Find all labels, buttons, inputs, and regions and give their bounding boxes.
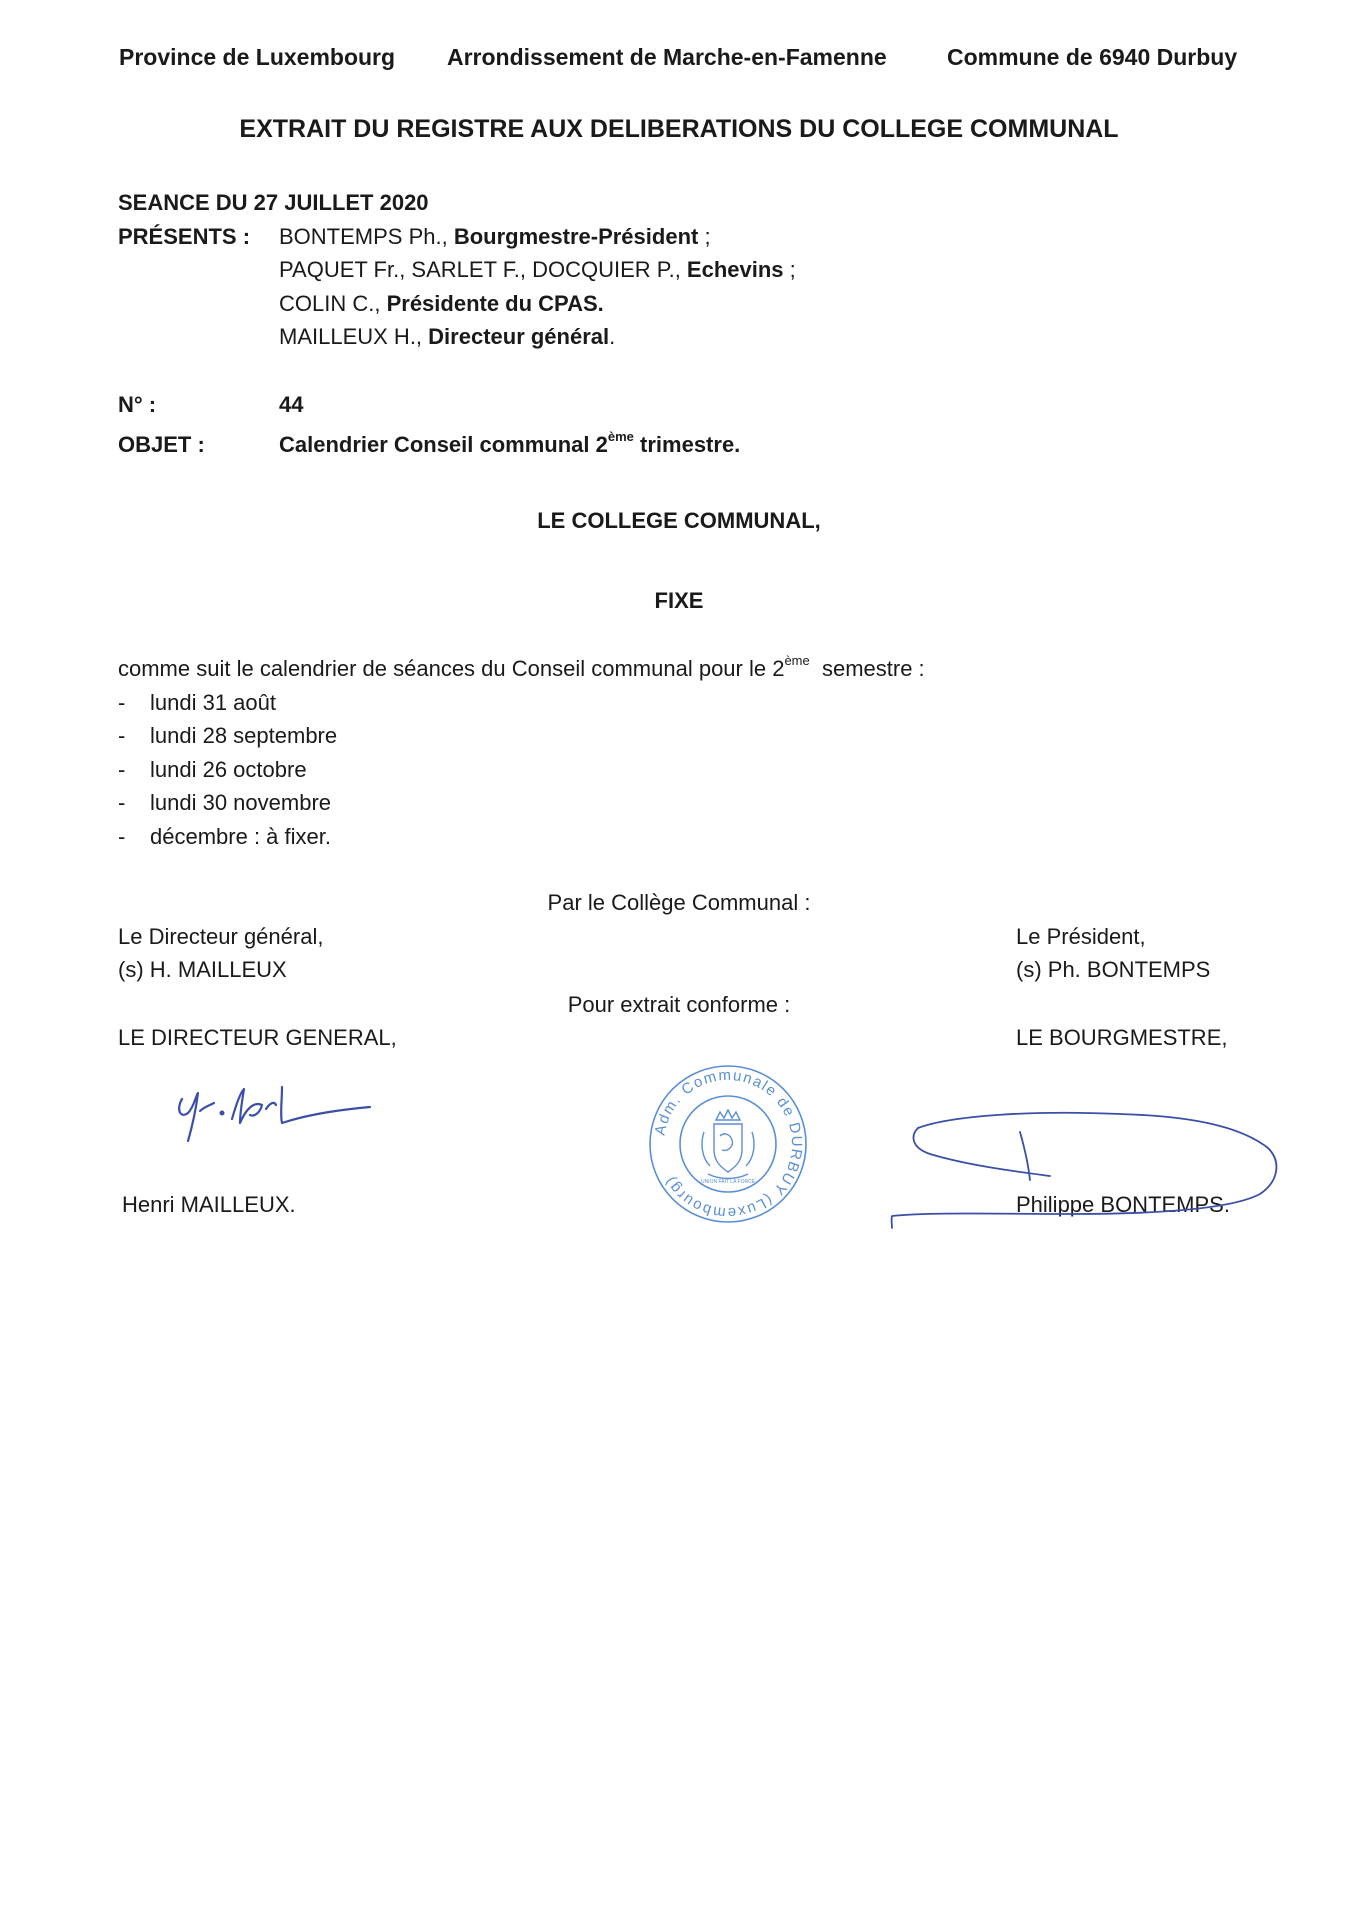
list-dash: - bbox=[118, 790, 126, 815]
presents-names: MAILLEUX H., bbox=[279, 324, 429, 349]
list-item: lundi 30 novembre bbox=[150, 790, 332, 815]
list-item: décembre : à fixer. bbox=[150, 824, 331, 849]
official-seal bbox=[646, 1062, 810, 1226]
list-dash: - bbox=[118, 723, 126, 748]
presents-role: Présidente du CPAS. bbox=[386, 291, 604, 316]
right-signatory-name: Philippe BONTEMPS. bbox=[1016, 1192, 1230, 1217]
presents-suffix: . bbox=[609, 324, 616, 349]
document-title: EXTRAIT DU REGISTRE AUX DELIBERATIONS DU COLLEGE COMMUNAL bbox=[239, 115, 1119, 143]
arrondissement-label: Arrondissement de Marche-en-Famenne bbox=[447, 44, 887, 70]
presents-names: COLIN C., bbox=[279, 291, 387, 316]
intro-text-end: semestre : bbox=[809, 656, 925, 681]
list-item: lundi 28 septembre bbox=[150, 723, 338, 748]
intro-superscript: ème bbox=[784, 653, 810, 668]
presents-label: PRÉSENTS : bbox=[118, 224, 251, 249]
seance-date: SEANCE DU 27 JUILLET 2020 bbox=[118, 190, 429, 215]
objet-text-start: Calendrier Conseil communal 2 bbox=[279, 432, 608, 457]
left-signatory-signed: (s) H. MAILLEUX bbox=[118, 957, 287, 982]
presents-suffix: ; bbox=[783, 257, 796, 282]
objet-superscript: ème bbox=[607, 429, 634, 444]
objet-text-end: trimestre. bbox=[633, 432, 741, 457]
left-signatory-name: Henri MAILLEUX. bbox=[122, 1192, 296, 1217]
presents-line-4 bbox=[279, 324, 615, 350]
presents-suffix: ; bbox=[698, 224, 711, 249]
presents-role: Bourgmestre-Président bbox=[453, 224, 699, 249]
seal-motto: UNION FAIT LA FORCE bbox=[700, 1179, 756, 1185]
fixe-heading: FIXE bbox=[654, 588, 704, 613]
calendar-intro bbox=[118, 653, 925, 682]
presents-line-2 bbox=[279, 257, 796, 283]
par-le-college: Par le Collège Communal : bbox=[547, 890, 811, 915]
right-signatory-title: Le Président, bbox=[1016, 924, 1146, 949]
list-item: lundi 31 août bbox=[150, 690, 276, 715]
presents-role: Directeur général bbox=[428, 324, 610, 349]
presents-line-1 bbox=[279, 224, 711, 250]
presents-role: Echevins bbox=[686, 257, 784, 282]
pour-extrait: Pour extrait conforme : bbox=[567, 992, 791, 1017]
left-signatory-caps: LE DIRECTEUR GENERAL, bbox=[118, 1025, 397, 1050]
right-signatory-signed: (s) Ph. BONTEMPS bbox=[1016, 957, 1211, 982]
right-signatory-caps: LE BOURGMESTRE, bbox=[1016, 1025, 1228, 1050]
intro-text-start: comme suit le calendrier de séances du Conseil communal pour le 2 bbox=[118, 656, 785, 681]
province-label: Province de Luxembourg bbox=[119, 44, 396, 70]
college-heading: LE COLLEGE COMMUNAL, bbox=[537, 508, 821, 533]
mayor-signature bbox=[890, 1100, 1310, 1270]
list-dash: - bbox=[118, 824, 126, 849]
numero-label: N° : bbox=[118, 392, 157, 417]
commune-label: Commune de 6940 Durbuy bbox=[947, 44, 1238, 70]
presents-line-3 bbox=[279, 291, 604, 317]
director-signature bbox=[170, 1075, 380, 1145]
seal-text: Adm. Communale de DURBUY (Luxembourg) bbox=[651, 1066, 806, 1222]
presents-names: PAQUET Fr., SARLET F., DOCQUIER P., bbox=[279, 257, 687, 282]
list-item: lundi 26 octobre bbox=[150, 757, 307, 782]
left-signatory-title: Le Directeur général, bbox=[118, 924, 324, 949]
presents-names: BONTEMPS Ph., bbox=[279, 224, 454, 249]
list-dash: - bbox=[118, 690, 126, 715]
objet-text bbox=[279, 429, 741, 458]
objet-label: OBJET : bbox=[118, 432, 205, 457]
numero-value: 44 bbox=[279, 392, 304, 417]
coat-of-arms-icon bbox=[702, 1110, 754, 1179]
list-dash: - bbox=[118, 757, 126, 782]
